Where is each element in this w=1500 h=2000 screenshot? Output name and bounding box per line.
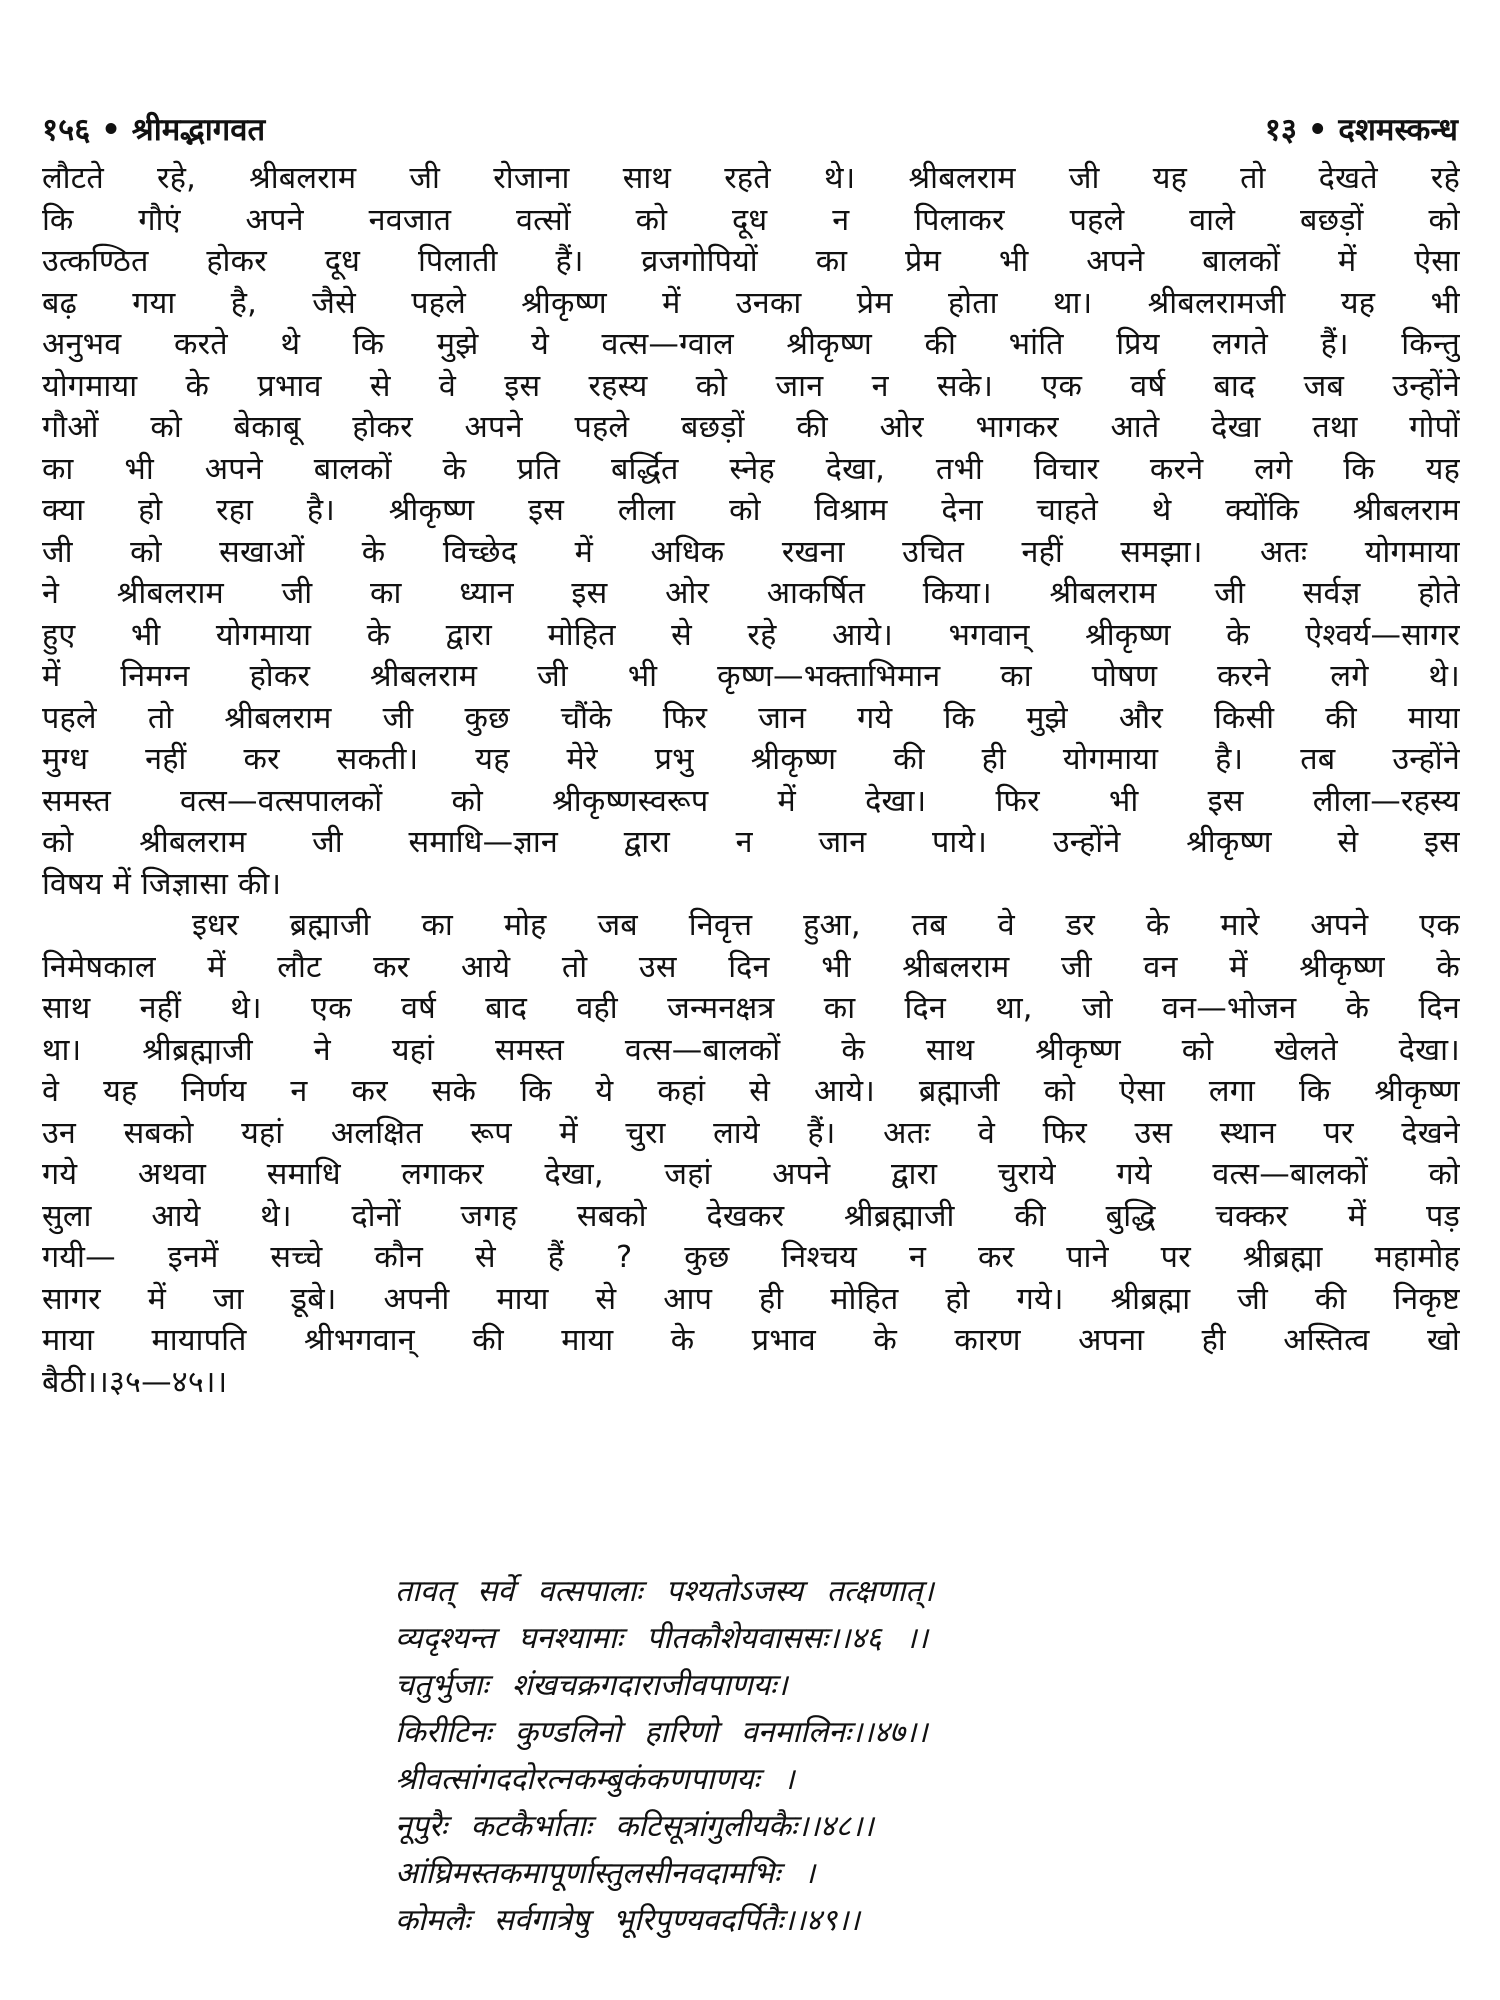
text-line: सुला आये थे। दोनों जगह सबको देखकर श्रीब्रह्माजी की बुद्धि चक्कर में पड़ <box>42 1198 1460 1234</box>
paragraph-1 <box>42 158 1460 905</box>
text-line: गौओं को बेकाबू होकर अपने पहले बछड़ों की ओर भागकर आते देखा तथा गोपों <box>42 410 1460 445</box>
text-line: को श्रीबलराम जी समाधि—ज्ञान द्वारा न जान पाये। उन्होंने श्रीकृष्ण से इस <box>42 825 1460 860</box>
text-line: में निमग्न होकर श्रीबलराम जी भी कृष्ण—भक्ताभिमान का पोषण करने लगे थे। <box>42 659 1460 694</box>
text-line: गये अथवा समाधि लगाकर देखा, जहां अपने द्वारा चुराये गये वत्स—बालकों को <box>42 1157 1460 1192</box>
text-line: सागर में जा डूबे। अपनी माया से आप ही मोहित हो गये। श्रीब्रह्मा जी की निकृष्ट <box>42 1281 1460 1317</box>
text-line: उत्कण्ठित होकर दूध पिलाती हैं। व्रजगोपियों का प्रेम भी अपने बालकों में ऐसा <box>42 244 1460 279</box>
text-line: समस्त वत्स—वत्सपालकों को श्रीकृष्णस्वरूप में देखा। फिर भी इस लीला—रहस्य <box>42 783 1460 819</box>
text-line: अनुभव करते थे कि मुझे ये वत्स—ग्वाल श्रीकृष्ण की भांति प्रिय लगते हैं। किन्तु <box>42 327 1460 362</box>
page-header <box>42 106 1458 152</box>
text-line: इधर ब्रह्माजी का मोह जब निवृत्त हुआ, तब वे डर के मारे अपने एक <box>192 908 1460 943</box>
text-line: विषय में जिज्ञासा की। <box>42 866 282 902</box>
text-line: क्या हो रहा है। श्रीकृष्ण इस लीला को विश्राम देना चाहते थे क्योंकि श्रीबलराम <box>42 493 1460 528</box>
text-line: हुए भी योगमाया के द्वारा मोहित से रहे आये। भगवान् श्रीकृष्ण के ऐश्वर्य—सागर <box>42 617 1460 653</box>
header-left-page-number-title: १५६ • श्रीमद्भागवत <box>42 112 266 148</box>
text-line: योगमाया के प्रभाव से वे इस रहस्य को जान न सके। एक वर्ष बाद जब उन्होंने <box>42 368 1460 404</box>
sanskrit-verse-block <box>395 1568 1395 1944</box>
verse-line: तावत् सर्वे वत्सपालाः पश्यतोऽजस्य तत्क्षणात्। <box>395 1574 934 1609</box>
header-right-chapter-title: १३ • दशमस्कन्ध <box>1264 112 1458 148</box>
text-line: बढ़ गया है, जैसे पहले श्रीकृष्ण में उनका प्रेम होता था। श्रीबलरामजी यह भी <box>42 285 1460 321</box>
text-line: निमेषकाल में लौट कर आये तो उस दिन भी श्रीबलराम जी वन में श्रीकृष्ण के <box>42 949 1460 985</box>
text-line: जी को सखाओं के विच्छेद में अधिक रखना उचित नहीं समझा। अतः योगमाया <box>42 534 1460 570</box>
text-line: माया मायापति श्रीभगवान् की माया के प्रभाव के कारण अपना ही अस्तित्व खो <box>42 1323 1460 1358</box>
verse-line: किरीटिनः कुण्डलिनो हारिणो वनमालिनः।।४७।। <box>395 1715 928 1750</box>
verse-line: नूपुरैः कटकैर्भाताः कटिसूत्रांगुलीयकैः।।४८।। <box>395 1809 874 1844</box>
text-line: बैठी।।३५—४५।। <box>42 1364 228 1400</box>
text-line: लौटते रहे, श्रीबलराम जी रोजाना साथ रहते थे। श्रीबलराम जी यह तो देखते रहे <box>42 161 1460 196</box>
verse-line: श्रीवत्सांगददोरत्नकम्बुकंकणपाणयः । <box>395 1762 795 1797</box>
text-line: पहले तो श्रीबलराम जी कुछ चौंके फिर जान गये कि मुझे और किसी की माया <box>42 700 1460 736</box>
text-line: कि गौएं अपने नवजात वत्सों को दूध न पिलाकर पहले वाले बछड़ों को <box>42 202 1460 238</box>
verse-line: व्यदृश्यन्त घनश्यामाः पीतकौशेयवाससः।।४६ ।। <box>395 1621 929 1656</box>
paragraph-2 <box>42 905 1460 1403</box>
text-line: मुग्ध नहीं कर सकती। यह मेरे प्रभु श्रीकृष्ण की ही योगमाया है। तब उन्होंने <box>42 742 1460 777</box>
text-line: वे यह निर्णय न कर सके कि ये कहां से आये। ब्रह्माजी को ऐसा लगा कि श्रीकृष्ण <box>42 1074 1460 1109</box>
verse-line: आंघ्रिमस्तकमापूर्णास्तुलसीनवदामभिः । <box>395 1856 816 1891</box>
text-line: का भी अपने बालकों के प्रति बर्द्धित स्नेह देखा, तभी विचार करने लगे कि यह <box>42 451 1460 487</box>
text-line: था। श्रीब्रह्माजी ने यहां समस्त वत्स—बालकों के साथ श्रीकृष्ण को खेलते देखा। <box>42 1032 1460 1068</box>
text-line: ने श्रीबलराम जी का ध्यान इस ओर आकर्षित किया। श्रीबलराम जी सर्वज्ञ होते <box>42 576 1460 611</box>
main-text <box>42 158 1460 1403</box>
verse-line: कोमलैः सर्वगात्रेषु भूरिपुण्यवदर्पितैः।।४९।। <box>395 1903 860 1938</box>
text-line: उन सबको यहां अलक्षित रूप में चुरा लाये हैं। अतः वे फिर उस स्थान पर देखने <box>42 1115 1460 1151</box>
verse-line: चतुर्भुजाः शंखचक्रगदाराजीवपाणयः। <box>395 1668 788 1703</box>
text-line: साथ नहीं थे। एक वर्ष बाद वही जन्मनक्षत्र का दिन था, जो वन—भोजन के दिन <box>42 991 1460 1026</box>
text-line: गयी— इनमें सच्चे कौन से हैं ? कुछ निश्चय न कर पाने पर श्रीब्रह्मा महामोह <box>42 1240 1460 1275</box>
